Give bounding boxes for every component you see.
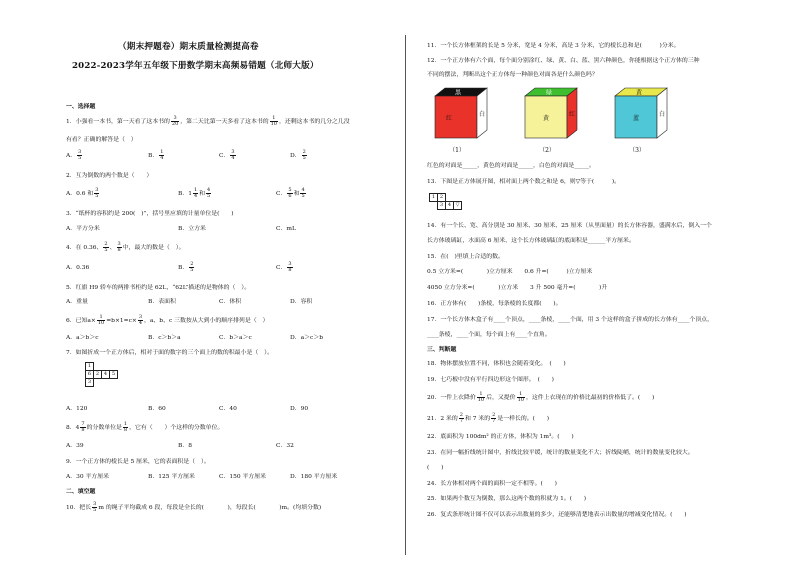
denominator: 5 [95, 193, 99, 199]
q4-text-b: 中，最大的数是（ ）。 [122, 245, 185, 251]
denominator: 7 [492, 418, 496, 424]
option-frac [193, 188, 198, 199]
cube-1 [435, 88, 487, 154]
q1-text-c: ，还剩这本书的几分之几没 [279, 119, 350, 125]
denominator: 5 [207, 193, 211, 199]
q6-frac2 [138, 315, 143, 326]
column-divider [405, 35, 406, 555]
q4-sep: 、 [109, 245, 116, 251]
q15-stem: 15．在( )里填上合适的数。 [427, 254, 504, 260]
q12-line2: 不同的摆法，判断出这个正方体每一种颜色对面各是什么颜色吗？ [427, 72, 598, 78]
q17-line1: 17．一个长方体木盒子有____个顶点，____条棱，____个面，用 3 个这样的盒子拼成的长方体有____个顶点， [427, 317, 713, 323]
net-cell: 5 [110, 371, 118, 379]
q4-stem [66, 242, 185, 253]
numerator: 1 [270, 116, 278, 122]
denominator: 10 [477, 397, 485, 403]
cube-3-front-label: 蓝 [632, 115, 640, 122]
q20-text-c: ，这件上衣现在的价格比最初的价格低了。( ) [525, 395, 655, 401]
q1-option-b [148, 150, 165, 161]
q13-stem: 13．下图是正方体展开图，相对面上两个数之和是 6，则▽等于( )。 [427, 179, 621, 185]
q21-text-b: 和 7 米的 [464, 416, 491, 422]
q4-text-a: 4．在 0.36、 [66, 245, 103, 251]
section-choice: 一、选择题 [66, 103, 96, 110]
q19-stem: 19．七巧板中没有平行四边形这个图形。 ( ) [427, 377, 554, 383]
numerator: 7 [81, 421, 85, 427]
q21-text-c: 是一样长的。( ) [497, 416, 550, 422]
q9-option-d: D．180 平方厘米 [290, 474, 338, 480]
q8-text-c: ，它有（ ）个这样的分数单位。 [129, 425, 224, 431]
q6-option-b: B．c＞b＞a [148, 335, 181, 341]
numerator: 2 [492, 412, 496, 418]
q16-stem: 16．正方体有( )条棱，每条棱的长度都( )。 [427, 301, 562, 307]
denominator: 5 [104, 247, 108, 253]
q8-option-a: A．39 [66, 443, 84, 449]
numerator: 2 [104, 241, 108, 247]
q2-option-b [178, 188, 212, 199]
denominator: 5 [190, 267, 194, 273]
cube-1-front-label: 红 [445, 115, 453, 122]
denominator: 5 [93, 507, 97, 513]
denominator: 8 [81, 427, 85, 433]
net-cell: 4 [102, 371, 110, 379]
option-frac [287, 188, 292, 199]
net-cell: 3 [86, 379, 94, 387]
cube-1-top-label: 黑 [454, 89, 462, 97]
q23-line2: ( ) [427, 465, 444, 471]
denominator: 4 [193, 193, 198, 199]
denominator: 4 [231, 155, 235, 161]
option-text: B． [178, 265, 189, 271]
net-cell: 4 [446, 202, 454, 210]
q8-option-b: B．8 [178, 443, 192, 449]
q9-option-b: B．125 平方厘米 [148, 474, 195, 480]
q7-option-c: C．40 [219, 406, 237, 412]
denominator: 7 [459, 418, 463, 424]
q1-line1 [66, 116, 350, 127]
q21-frac2 [491, 413, 496, 424]
q1-frac2 [270, 116, 278, 127]
cube-3-side-label: 白 [658, 111, 666, 118]
numerator: 5 [288, 187, 292, 193]
q1-option-a [66, 150, 83, 161]
q9-option-a: A．30 平方厘米 [66, 474, 110, 480]
q3-option-b: B．立方米 [178, 226, 206, 232]
denominator: 20 [171, 121, 179, 127]
q25-stem: 25．如果两个数互为倒数，那么这两个数的积就为 1。( ) [427, 496, 587, 502]
cube-3-top-label: 黄 [635, 89, 643, 97]
denominator: 4 [138, 320, 142, 326]
numerator: 4 [207, 187, 211, 193]
q3-option-c: C．mL [276, 226, 296, 232]
net-cell: 6 [86, 371, 94, 379]
q2-option-a [66, 188, 100, 199]
q4-option-c [276, 262, 294, 273]
q12-cubes-figure [429, 86, 769, 158]
q8-frac2 [123, 422, 128, 433]
q10-text-a: 10．把长 [66, 505, 92, 511]
q9-option-c: C．150 平方厘米 [219, 474, 267, 480]
q4-option-b [178, 262, 195, 273]
q20-text-a: 20．一件上衣降价 [427, 395, 476, 401]
option-frac [287, 262, 292, 273]
denominator: 6 [288, 193, 292, 199]
q8-text-a: 8．4 [66, 425, 80, 431]
numerator: 1 [193, 187, 198, 193]
q11-stem: 11．一个长方体框架的长是 5 分米，宽是 4 分米，高是 3 分米，它的棱长总和是( )分米。 [427, 43, 680, 49]
cube-2-side-label: 红 [568, 111, 576, 118]
q14-line2: 长方体玻璃缸，水面高 6 厘米，这个长方体玻璃缸的底面积是______平方厘米。 [427, 238, 635, 244]
q7-cube-net [85, 362, 118, 387]
q1-option-c [219, 150, 237, 161]
numerator: 3 [288, 261, 292, 267]
q6-text-c: ，a、b、c 三数按从大到小的顺序排列是（ ） [144, 318, 269, 324]
option-frac [300, 188, 305, 199]
q6-stem [66, 315, 268, 326]
q1-line2: 有看？正确的解答是（ ） [66, 137, 137, 143]
numerator: 1 [160, 149, 164, 155]
section-fill: 二、填空题 [66, 488, 96, 495]
q26-stem: 26．复式条形统计图不仅可以表示出数量的多少，还能够清楚地表示出数量的增减变化情况。( ) [427, 512, 687, 518]
q24-stem: 24．长方体相对两个面的面积一定不相等。( ) [427, 481, 557, 487]
q5-option-b: B．表面积 [148, 299, 176, 305]
numerator: 3 [117, 241, 121, 247]
option-frac [206, 188, 211, 199]
q6-text-b: =b×1=c× [106, 318, 137, 324]
numerator: 3 [171, 116, 179, 122]
option-letter: D． [290, 153, 301, 159]
q21-text-a: 21．2 米的 [427, 416, 458, 422]
option-letter: B． [148, 153, 159, 159]
q1-frac1 [171, 116, 179, 127]
q4-frac2 [117, 242, 122, 253]
cube-2-caption: （2） [539, 147, 555, 154]
cube-2-front-label: 黄 [542, 115, 550, 122]
denominator: 5 [302, 155, 306, 161]
q6-frac1 [97, 315, 105, 326]
q12-line1: 12．一个正方体有六个面，每个面分别涂红、绿、黄、白、蓝、黑六种颜色，你能根据这个正方体的三种 [427, 58, 700, 64]
net-cell: 2 [94, 371, 102, 379]
q6-option-a: A．a＞b＞c [66, 335, 99, 341]
q6-option-c: C．b＞a＞c [219, 335, 252, 341]
denominator: 10 [270, 121, 277, 127]
cube-2-top-label: 绿 [545, 89, 553, 97]
option-text: 和 [199, 191, 206, 197]
option-frac [230, 150, 235, 161]
q9-stem: 9．一个正方体的棱长是 5 厘米，它的表面积是（ ）。 [66, 459, 210, 465]
q15-row1: 0.5 立方米=( )立方厘米 0.6 升=( )立方厘米 [427, 269, 593, 275]
option-frac [77, 150, 82, 161]
q6-text-a: 6．已知a× [66, 318, 96, 324]
denominator: 10 [97, 320, 105, 326]
net-cell: 2 [438, 194, 446, 202]
denominator: 8 [117, 247, 121, 253]
q18-stem: 18．物体摆放位置不同，体积也会随着变化。 ( ) [427, 361, 566, 367]
denominator: 5 [301, 193, 305, 199]
cube-3-caption: （3） [629, 147, 645, 154]
q21-stem [427, 413, 549, 424]
q1-text-a: 1．小强看一本书，第一天看了这本书的 [66, 119, 170, 125]
option-text: A．0.6 和 [66, 191, 94, 197]
q8-frac1 [80, 422, 85, 433]
numerator: 3 [231, 149, 235, 155]
q3-option-a: A．平方分米 [66, 226, 100, 232]
numerator: 1 [97, 315, 105, 321]
q2-stem: 2．互为倒数的两个数是（ ） [66, 173, 153, 179]
q17-line2: ____条棱，____个面，每个面上有____个直角。 [427, 332, 551, 338]
q7-option-d: D．90 [290, 406, 309, 412]
net-cell: 1 [430, 194, 438, 202]
q8-option-c: C．32 [276, 443, 294, 449]
q4-frac1 [103, 242, 108, 253]
numerator: 4 [301, 187, 305, 193]
denominator: 8 [288, 267, 292, 273]
cube-2 [525, 88, 577, 154]
net-cell: 3 [438, 202, 446, 210]
denominator: 5 [78, 155, 82, 161]
denominator: 10 [517, 397, 524, 403]
option-letter: C． [219, 153, 230, 159]
option-frac [94, 188, 99, 199]
q7-option-b: B．60 [148, 406, 166, 412]
net-cell-triangle: ▽ [454, 202, 462, 210]
q20-stem [427, 392, 654, 403]
denominator: 4 [160, 155, 164, 161]
cube-1-caption: （1） [449, 147, 465, 154]
q1-text-b: ，第二天比第一天多看了这本书的 [180, 119, 269, 125]
q20-frac1 [477, 392, 485, 403]
q15-row2: 4050 立方分米=( )立方米 3 升 500 毫升=( )升 [427, 285, 608, 291]
option-frac [159, 150, 164, 161]
q10-text-b: m 的绳子平均截成 6 段，每段是全长的( )，每段长( )m。(均填分数) [98, 505, 322, 511]
denominator: 8 [123, 427, 128, 433]
q22-stem: 22．底面积为 100dm² 的正方体，体积为 1m³。( ) [427, 434, 574, 440]
numerator: 3 [93, 501, 97, 507]
numerator: 1 [517, 392, 525, 398]
numerator: 1 [477, 392, 485, 398]
q10-frac [92, 502, 97, 513]
numerator: 3 [95, 187, 99, 193]
q13-cube-net [429, 193, 462, 210]
option-text: 和 [293, 191, 300, 197]
numerator: 2 [459, 412, 463, 418]
q21-frac1 [459, 413, 464, 424]
q10-stem [66, 502, 321, 513]
option-text: C． [276, 265, 287, 271]
numerator: 3 [78, 149, 82, 155]
q1-option-d [290, 150, 308, 161]
q5-option-a: A．重量 [66, 299, 88, 305]
q8-text-b: 的分数单位是 [86, 425, 122, 431]
cube-1-front-face [435, 96, 477, 138]
cube-3 [615, 88, 667, 154]
option-letter: A． [66, 153, 77, 159]
q20-frac2 [517, 392, 525, 403]
numerator: 1 [123, 421, 128, 427]
q5-option-d: D．容积 [290, 299, 313, 305]
q14-line1: 14．有一个长、宽、高分别是 30 厘米、30 厘米、25 厘米（从里面量）的长方体容器，盛满水后，倒入一个 [427, 223, 712, 229]
q3-stem: 3．“纸杯的容积约是 200( )”，括号里应填的计量单位是( ) [66, 211, 234, 217]
option-frac [189, 262, 194, 273]
net-cell: 1 [86, 363, 94, 371]
q7-stem: 7．如图折成一个正方体后，相对于面的数字的三个面上的数的积最小是（ ）。 [66, 350, 273, 356]
option-text: C． [276, 191, 287, 197]
q8-stem [66, 422, 223, 433]
option-text: B．1 [178, 191, 192, 197]
cube-1-side-label: 白 [478, 111, 486, 118]
numerator: 2 [190, 261, 194, 267]
q7-option-a: A．120 [66, 406, 88, 412]
right-column [407, 0, 794, 562]
q5-option-c: C．体积 [219, 299, 242, 305]
numerator: 2 [302, 149, 306, 155]
q6-option-d: D．a＞c＞b [290, 335, 323, 341]
title-line-1: （期末押题卷）期末质量检测提高卷 [118, 42, 259, 52]
option-frac [302, 150, 307, 161]
section-judge: 三、判断题 [427, 346, 457, 353]
q23-line1: 23．在同一幅折线统计图中，折线比较平缓，统计的数量变化不大；折线陡峭，统计的数量变化较大。 [427, 450, 694, 456]
q5-stem: 5．红旗 H9 轿车的两排书柜约是 62L，“62L”描述的是物体的（ ）。 [66, 285, 251, 291]
q12-answer-line: 红色的对面是_____，黄色的对面是_____，白色的对面是_____。 [427, 163, 595, 169]
q20-text-b: 后，又提价 [486, 395, 516, 401]
q2-option-c [276, 188, 307, 199]
title-line-2: 2022-2023学年五年级下册数学期末高频易错题（北师大版） [72, 61, 319, 71]
q4-option-a: A．0.36 [66, 265, 90, 271]
numerator: 3 [138, 314, 142, 320]
